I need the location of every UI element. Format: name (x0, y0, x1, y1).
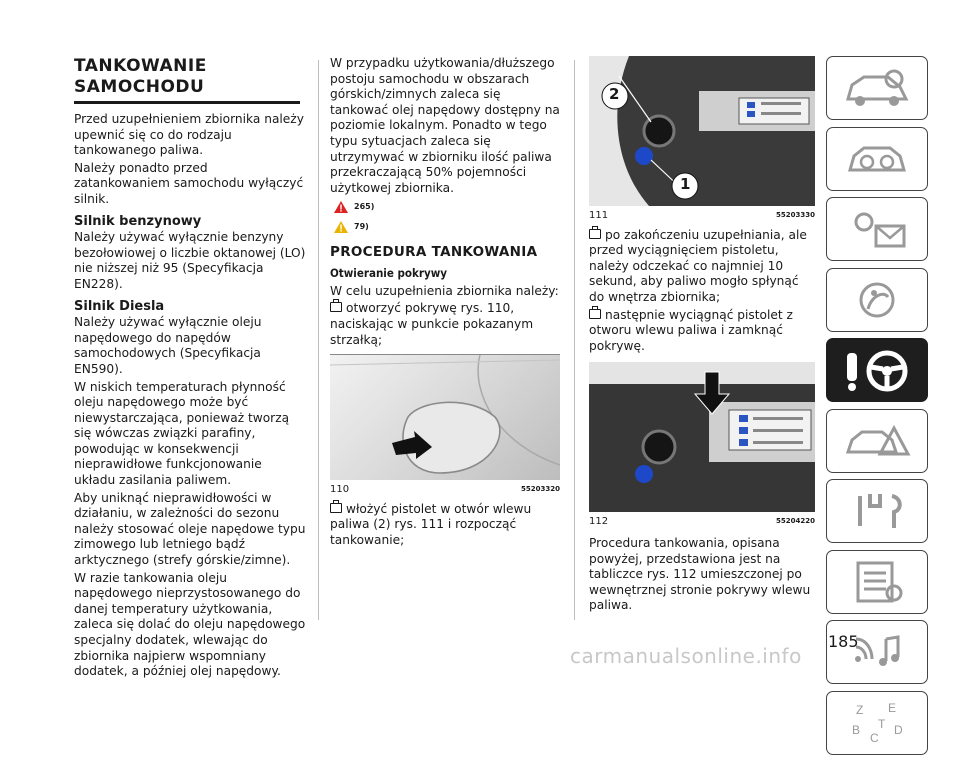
step-bullet-icon (330, 302, 342, 312)
key-steering-icon (837, 345, 917, 395)
middle-column (330, 56, 560, 550)
figure-110 (330, 354, 560, 498)
airbag-seat-icon (842, 277, 912, 323)
step-2: włożyć pistolet w otwór wlewu paliwa (2) rys. 111 i rozpocząć tankowanie; (330, 501, 532, 547)
section-title: TANKOWANIE (74, 56, 207, 76)
chapter-thumb-1[interactable] (826, 56, 928, 120)
warning-ref: 265) (334, 199, 560, 215)
warning-triangle-icon (334, 201, 348, 213)
column-divider-2 (574, 60, 575, 620)
title-rule (74, 101, 300, 104)
fuel-label-photo (589, 362, 815, 512)
fuel-inlet-illustration (589, 56, 815, 206)
svg-text:C: C (870, 730, 879, 745)
car-warning-icon (842, 418, 912, 464)
paragraph-3: W niskich temperaturach płynność oleju napędowego może być niewystarczająca, ponieważ tworzą się wówczas związki parafiny, powodując w konsekwencji nieprawidłowe funkcjonowanie układu zasilania paliwem. (74, 379, 290, 488)
svg-text:E: E (888, 700, 897, 715)
svg-text:D: D (894, 722, 903, 737)
svg-text:B: B (852, 722, 861, 737)
step-bullet-icon (330, 503, 342, 513)
right-column (589, 56, 815, 616)
callout-2: 2 (609, 85, 620, 103)
watermark: carmanualsonline.info (570, 644, 802, 668)
step-3: po zakończeniu uzupełniania, ale przed wyciągnięciem pistoletu, należy odczekać co najmniej 10 sekund, aby paliwo mogło spłynąć do wnętrza zbiornika; (589, 227, 807, 304)
figure-111 (589, 56, 815, 224)
chapter-thumb-7[interactable] (826, 479, 928, 543)
intro-paragraph-2: Należy ponadto przed zatankowaniem samochodu wyłączyć silnik. (74, 160, 304, 206)
figure-112 (589, 362, 815, 530)
car-dashboard-icon (842, 136, 912, 182)
fuel-door-photo (330, 355, 560, 480)
svg-text:Z: Z (856, 702, 864, 717)
chapter-thumb-5-active[interactable] (826, 338, 928, 402)
page-number: 185 (828, 632, 859, 651)
checklist-icon (842, 559, 912, 605)
car-search-icon (842, 65, 912, 111)
middle-paragraph: W przypadku użytkowania/dłuższego postoju samochodu w obszarach górskich/zimnych zaleca się tankować olej napędowy dostępny na poziomie lokalnym. Ponadto w tego typu sytuacjach zaleca się utrzymywać w zbiorniku ilość paliwa przekraczającą 50% pojemności użytkowej zbiornika. (330, 56, 560, 195)
intro-paragraph: Przed uzupełnieniem zbiornika należy upewnić się co do rodzaju tankowanego paliwa. (74, 112, 304, 158)
callout-1: 1 (680, 175, 691, 193)
petrol-heading: Silnik benzynowy (74, 213, 202, 229)
procedure-heading: PROCEDURA TANKOWANIA (330, 243, 538, 260)
procedure-intro: W celu uzupełnienia zbiornika należy: (330, 283, 559, 298)
figure-111-caption: 111 55203330 (589, 210, 815, 221)
fuel-label-illustration (589, 362, 815, 512)
chapter-thumb-4[interactable] (826, 268, 928, 332)
paragraph-5: W razie tankowania oleju napędowego nieprzystosowanego do danej temperatury użytkowania, zaleca się dolać do oleju napędowego specjalny dodatek, wlewając do zbiornika najpierw wspomniany dodatek, a później olej napędowy. (74, 570, 306, 679)
fuel-door-illustration (330, 355, 560, 480)
svg-text:T: T (878, 716, 886, 731)
chapter-thumb-2[interactable] (826, 127, 928, 191)
step-1: otworzyć pokrywę rys. 110, naciskając w punkcie pokazanym strzałką; (330, 301, 534, 347)
diesel-heading: Silnik Diesla (74, 298, 165, 314)
caution-triangle-icon (334, 221, 348, 233)
left-column (74, 56, 306, 682)
procedure-subheading: Otwieranie pokrywy (330, 266, 448, 281)
step-4: następnie wyciągnąć pistolet z otworu wlewu paliwa i zamknąć pokrywę. (589, 307, 793, 353)
figure-110-caption: 110 55203320 (330, 484, 560, 496)
index-letters-icon (842, 698, 912, 748)
fuel-inlet-photo (589, 56, 815, 206)
chapter-thumb-8[interactable] (826, 550, 928, 614)
diesel-text: Należy używać wyłącznie oleju napędowego do napędów samochodowych (Specyfikacja EN590). (74, 315, 262, 376)
tools-icon (842, 488, 912, 534)
chapter-thumb-3[interactable] (826, 197, 928, 261)
paragraph-4: Aby uniknąć nieprawidłowości w działaniu, w zależności do sezonu należy stosować oleje napędowe typu zimowego lub letniego bądź arktycznego (strefy górskie/zimne). (74, 490, 306, 568)
lights-mail-icon (842, 206, 912, 252)
step-bullet-icon (589, 309, 601, 319)
petrol-text: Należy używać wyłącznie benzyny bezołowiowej o liczbie oktanowej (LO) nie niższej niż 95 (Specyfikacja EN228). (74, 230, 306, 291)
chapter-navigation (826, 56, 928, 761)
chapter-thumb-6[interactable] (826, 409, 928, 473)
chapter-thumb-10[interactable] (826, 691, 928, 755)
chapter-thumb-9[interactable] (826, 620, 928, 684)
caution-ref: 79) (334, 219, 560, 235)
figure-112-caption: 112 55204220 (589, 516, 815, 528)
column-divider-1 (318, 60, 319, 620)
section-title-line2: SAMOCHODU (74, 77, 205, 97)
closing-paragraph: Procedura tankowania, opisana powyżej, przedstawiona jest na tabliczce rys. 112 umieszczonej po wewnętrznej stronie pokrywy wlewu paliwa. (589, 535, 811, 613)
step-bullet-icon (589, 229, 601, 239)
